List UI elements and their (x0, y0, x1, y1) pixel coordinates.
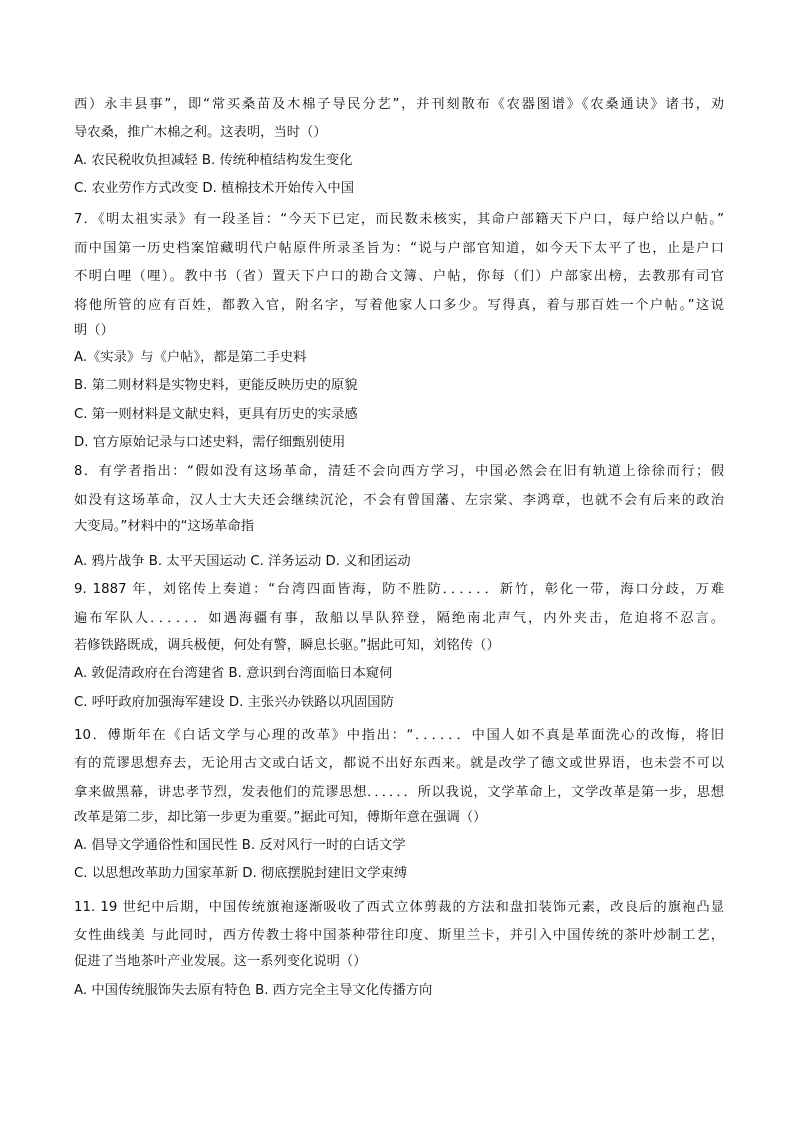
q10-options-ab: A. 倡导文学通俗性和国民性 B. 反对风行一时的白话文学 (74, 838, 406, 853)
q9-options-cd: C. 呼吁政府加强海军建设 D. 主张兴办铁路以巩固国防 (74, 695, 394, 710)
q11-stem-line-1: 11. 19 世纪中后期，中国传统旗袍逐渐吸收了西式立体剪裁的方法和盘扣装饰元素，改良后的旗袍凸显 (74, 900, 724, 915)
q7-stem-line-3: 不明白哩（哩）。教中书（省）置天下户口的勘合文簿、户帖，你每（们）户部家出榜，去教那有司官 (74, 269, 724, 284)
q7-stem-line-2: 而中国第一历史档案馆藏明代户帖原件所录圣旨为：“说与户部官知道，如今天下太平了也，止是户口 (74, 241, 724, 256)
q7-stem-line-1: 7．《明太祖实录》有一段圣旨：“今天下已定，而民数未核实，其命户部籍天下户口，每户给以户帖。” (74, 212, 724, 227)
q10-stem-line-1: 10．傅斯年在《白话文学与心理的改革》中指出：“．．．．．．中国人如不真是革面洗心的改悔，将旧 (74, 728, 724, 743)
q6-options-ab: A. 农民税收负担减轻 B. 传统种植结构发生变化 (74, 153, 353, 168)
q9-options-ab: A. 敦促清政府在台湾建省 B. 意识到台湾面临日本窥伺 (74, 666, 393, 681)
q9-stem-line-1: 9. 1887 年，刘铭传上奏道：“台湾四面皆海，防不胜防．．．．．．新竹，彰化一带，海口分歧，万难 (74, 582, 724, 597)
q7-option-d: D. 官方原始记录与口述史料，需仔细甄别使用 (74, 435, 346, 450)
q7-option-c: C. 第一则材料是文献史料，更具有历史的实录感 (74, 407, 358, 422)
q11-stem-line-2: 女性曲线美 与此同时，西方传教士将中国茶种带往印度、斯里兰卡，并引入中国传统的茶叶炒制工艺， (74, 928, 724, 943)
q9-stem-line-2: 遍布军队人．．．．．．如遇海疆有事，敌船以旱队猝登，隔绝南北声气，内外夹击，危迫将不忍言。 (74, 611, 724, 626)
q6-stem-line-1: 西）永丰县事”，即“常买桑苗及木棉子导民分艺”，并刊刻散布《农器图谱》《农桑通诀》诸书，劝 (74, 97, 724, 112)
q8-stem-line-2: 如没有这场革命，汉人士大夫还会继续沉沦，不会有曾国藩、左宗棠、李鸿章，也就不会有后来的政治 (74, 493, 724, 508)
q10-options-cd: C. 以思想改革助力国家革新 D. 彻底摆脱封建旧文学束缚 (74, 866, 408, 881)
q10-stem-line-3: 拿来做黑幕，讲忠孝节烈，发表他们的荒谬思想．．．．．．所以我说，文学革命上，文学改革是第一步，思想 (74, 785, 724, 800)
q7-stem-line-5: 明（） (74, 323, 114, 338)
q6-options-cd: C. 农业劳作方式改变 D. 植棉技术开始传入中国 (74, 181, 354, 196)
q6-stem-line-2: 导农桑，推广木棉之利。这表明，当时（） (74, 125, 327, 140)
q11-options-ab: A. 中国传统服饰失去原有特色 B. 西方完全主导文化传播方向 (74, 983, 433, 998)
q8-options: A. 鸦片战争 B. 太平天国运动 C. 洋务运动 D. 义和团运动 (74, 554, 411, 569)
q7-stem-line-4: 将他所管的应有百姓，都教入官，附名字，写着他家人口多少。写得真，着与那百姓一个户帖。”这说 (74, 298, 724, 313)
q8-stem-line-3: 大变局。”材料中的“这场革命指 (74, 519, 254, 534)
q9-stem-line-3: 若修铁路既成，调兵极便，何处有警，瞬息长驱。”据此可知，刘铭传（） (74, 638, 500, 653)
q11-stem-line-3: 促进了当地茶叶产业发展。这一系列变化说明（） (74, 954, 367, 969)
q7-option-b: B. 第二则材料是实物史料，更能反映历史的原貌 (74, 378, 358, 393)
q10-stem-line-4: 改革是第二步，却比第一步更为重要。”据此可知，傅斯年意在强调（） (74, 810, 487, 825)
q10-stem-line-2: 有的荒谬思想弃去，无论用古文或白话文，都说不出好东西来。就是改学了德文或世界语，也未尝不可以 (74, 756, 724, 771)
q7-option-a: A.《实录》与《户帖》，都是第二手史料 (74, 350, 307, 365)
q8-stem-line-1: 8．有学者指出：“假如没有这场革命，清廷不会向西方学习，中国必然会在旧有轨道上徐徐而行；假 (74, 464, 724, 479)
